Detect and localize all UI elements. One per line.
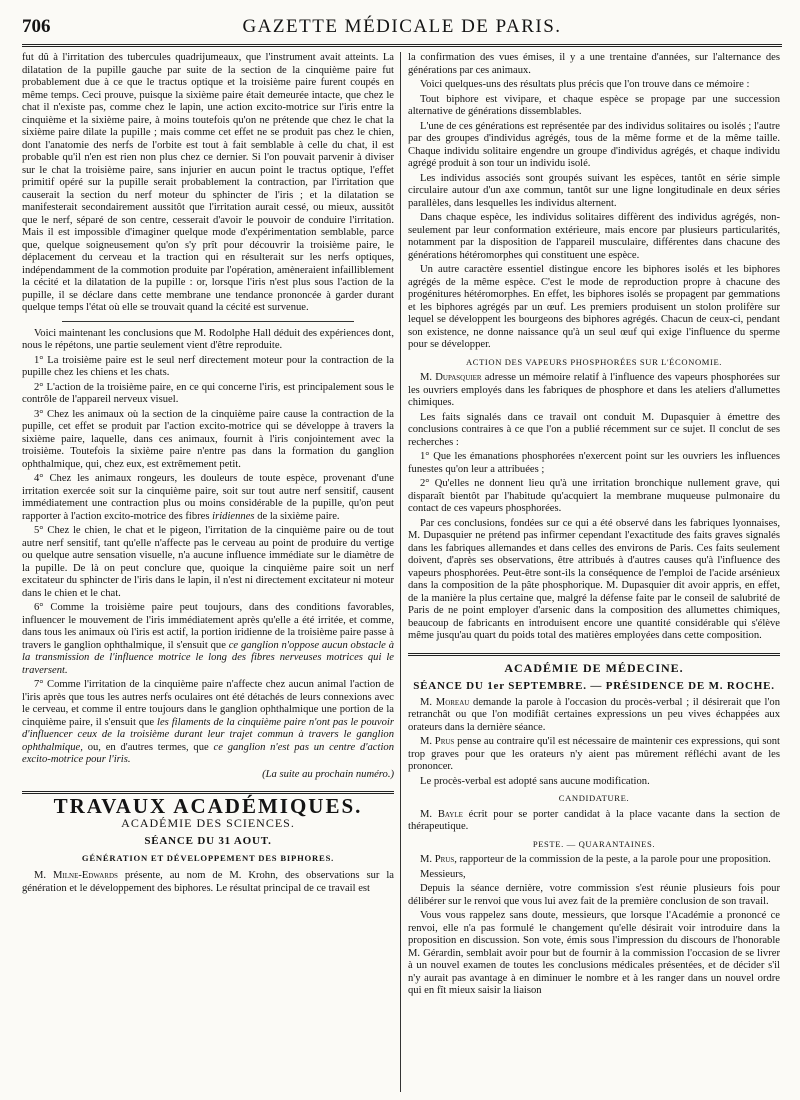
text-run: pense au contraire qu'il est nécessaire de maintenir ces expressions, qui sont trop graves pour que les orateurs n'y aient pas mûrement réfléchi avant de les prononcer. [408, 736, 780, 772]
person-name: M. Dupasquier [420, 372, 482, 383]
text-run: 7° Comme l'irritation de la cinquième paire n'affecte chez aucun animal l'action de l'iris après que tous les autres nerfs oculaires ont été détachés de leurs connexions avec le cerveau, et comme il entre toujours dans le ganglion ophthalmique une portion de la cinquième paire, il s'ensuit que [22, 679, 394, 728]
text-italic: ce ganglion n'est pas un centre d'action excito-motrice pour l'iris. [22, 741, 394, 765]
paragraph [22, 870, 394, 895]
separator [62, 321, 354, 322]
text-italic: ce ganglion n'oppose aucun obstacle à la transmission de l'influence motrice le long des fibres nerveuses motrices qui le traversent. [22, 639, 394, 676]
paragraph [408, 854, 780, 867]
topic-heading: ACTION DES VAPEURS PHOSPHORÉES SUR L'ÉCONOMIE. [465, 356, 723, 367]
continued-note: (La suite au prochain numéro.) [262, 768, 394, 780]
conclusion-item: 2° L'action de la troisième paire, en ce qui concerne l'iris, est principalement sous le contrôle de l'appareil nerveux visuel. [22, 381, 394, 405]
paragraph: Vous vous rappelez sans doute, messieurs, que lorsque l'Académie a prononcé ce renvoi, elle n'a pas formulé le changement qu'elle désirait voir introduire dans la proposition en discussion. Son vote, émis sous l'impression du discours de l'honorable M. Gérardin, semblait avoir pour but de fournir à la commission l'occasion de se livrer à un nouvel examen de toutes les conclusions médicales présentées, et de décider s'il n'y aurait pas avantage à en diminuer le nombre et à les ranger dans un nouvel ordre qui en fît mieux saisir la liaison [408, 910, 780, 996]
conclusion-item: 1° La troisième paire est le seul nerf directement moteur pour la contraction de la pupille chez les chiens et les chats. [22, 354, 394, 378]
text-run: 6° Comme la troisième paire peut toujours, dans des conditions favorables, influencer le mouvement de l'iris immédiatement après qu'elle a été irritée, et comme, dans tous les animaux où l'iris est actif, la portion iridienne de la troisième paire passe à travers le ganglion ophthalmique, il s'ensuit que [22, 602, 394, 651]
page-number: 706 [22, 16, 51, 37]
person-name: M. Prus [420, 736, 455, 747]
paragraph: Les individus associés sont groupés suivant les espèces, tantôt en série simple circulaire autour d'un axe commun, tantôt sur une ligne longitudinale en deux séries parallèles, dans lesquelles les individus alternent. [408, 172, 780, 209]
paragraph [408, 697, 780, 735]
section-title: TRAVAUX ACADÉMIQUES. [53, 794, 363, 818]
conclusion-item: 5° Chez le chien, le chat et le pigeon, l'irritation de la cinquième paire ou de tout autre nerf sensitif, tant qu'elle n'affecte pas le cerveau au point de produire du vertige ou quelque autre sensation visuelle, n'a aucune influence immédiate sur le diamètre de la pupille. De là on peut conclure que, quoique la cinquième paire soit un nerf excitateur du sphincter de l'iris dans le lapin, il n'est ni directement excitateur ni moteur dans le chien et le chat. [22, 525, 394, 599]
text-run: ou, en d'autres termes, que [87, 741, 209, 753]
conclusion-item [22, 473, 394, 523]
text-run: présente, au nom de M. Krohn, des observations sur la génération et le développement des biphores. Le résultat principal de ce travail est [22, 870, 394, 894]
text-italic: les filaments de la cinquième paire n'ont pas le pouvoir d'influencer ceux de la troisième durant leur trajet commun à travers le ganglion ophthalmique, [22, 716, 394, 753]
person-name: M. Moreau [420, 696, 470, 708]
academy-heading: ACADÉMIE DES SCIENCES. [121, 815, 295, 830]
running-title: GAZETTE MÉDICALE DE PARIS. [242, 16, 562, 37]
text-run: 4° Chez les animaux rongeurs, les douleurs de toute espèce, provenant d'une irritation exercée soit sur la cinquième paire, soit sur tout autre nerf sensitif, causent immédiatement une contraction plus ou moins considérable de la pupille, qu'on peut rapporter à l'action excito-motrice des fibres [22, 473, 394, 522]
paragraph [408, 372, 780, 410]
salutation: Messieurs, [420, 868, 466, 880]
person-name: M. Bayle [420, 808, 463, 820]
paragraph [408, 736, 780, 774]
paragraph: 1° Que les émanations phosphorées n'exercent point sur les ouvriers les influences funestes qu'on leur a attribuées ; [408, 451, 780, 475]
paragraph: Dans chaque espèce, les individus solitaires diffèrent des individus agrégés, non-seulement par leur conformation extérieure, mais encore par plusieurs particularités, notamment par la disposition de l'appareil musculaire, différentes dans chacune des générations hétéromorphes qui constituent une espèce. [408, 212, 780, 261]
paragraph: Depuis la séance dernière, votre commission s'est réunie plusieurs fois pour délibérer sur le renvoi que vous lui avez fait de la première conclusion de son travail. [408, 883, 780, 907]
text-run: de la sixième paire. [257, 510, 340, 522]
paragraph: Par ces conclusions, fondées sur ce qui a été observé dans les fabriques lyonnaises, M. Dupasquier ne prétend pas infirmer cependant l'exactitude des faits graves signalés dans les fabriques allemandes et dans celles des environs de Paris. Ces faits seulement doivent, d'après ses observations, être attribués à d'autres causes qu'à l'influence des vapeurs phosphorées. Peut-être sont-ils la conséquence de l'emploi de l'acide arsénieux dans la composition de la pâte phosphorique. M. Dupasquier dit avoir appris, en effet, de la manière la plus certaine que, malgré la défense faite par le conseil de salubrité de Paris de ne point employer d'arsenic dans la composition des allumettes chimiques, beaucoup de fabricants en introduisent encore une quantité considérable qui s'élève même jusqu'au quart du poids total des matières employées dans cette composition. [408, 517, 780, 641]
topic-heading: PESTE. — QUARANTAINES. [532, 838, 656, 849]
paragraph: Voici maintenant les conclusions que M. Rodolphe Hall déduit des expériences dont, nous le répétons, une partie seulement vient d'être reproduite. [22, 327, 394, 351]
section-rule [408, 653, 780, 656]
paragraph: Voici quelques-uns des résultats plus précis que l'on trouve dans ce mémoire : [420, 79, 750, 90]
paragraph: la confirmation des vues émises, il y a une trentaine d'années, sur l'alternance des générations par ces animaux. [408, 52, 780, 76]
column-divider [400, 52, 401, 1092]
paragraph: Un autre caractère essentiel distingue encore les biphores isolés et les biphores agrégés de la même espèce. C'est le mode de reproduction propre à chacune des progénitures hétéromorphes. En effet, les biphores isolés se propagent par gemmations et les biphores agrégés par un œuf. Les premiers produisent un stolon prolifère sur lequel se développent les bourgeons des biphores agrégés. Chacun de ceux-ci, pendant son existence, ne donne naissance qu'à un seul œuf qui exige l'influence du sperme pour se développer. [408, 264, 780, 350]
person-name: M. Prus [420, 854, 455, 865]
conclusion-item [22, 679, 394, 767]
paragraph: fut dû à l'irritation des tubercules quadrijumeaux, que l'instrument avait atteints. La dilatation de la pupille gauche par suite de la section de la cinquième paire fut probablement due à ce que le tractus optique et la troisième paire furent coupés en même temps. Ceci prouve, puisque la sixième paire était demeurée intacte, que chez le chat il n'existe pas, comme chez le lapin, une action excito-motrice sur l'iris entre la cinquième et la sixième paire, à moins toutefois qu'on ne prétende que chez le chat la sixième paire dilate la pupille ; mais comme cet effet ne se produit pas chez le chien, dont l'anatomie des nerfs de l'orbite est tout à fait semblable à celle du chat, il est probable qu'il n'en est rien non plus chez ce dernier. Si l'on pouvait parvenir à diviser sur le chat la troisième paire, sans injurier en aucun point le tractus optique, l'effet primitif opéré sur la pupille serait probablement la contraction, par l'irritation que causerait la section du nerf moteur du sphincter de l'iris ; et la dilatation se manifesterait secondairement aussitôt que l'irritation aurait cessé, ou mieux, aussitôt que le nerf, séparé de son centre, cesserait d'avoir le pouvoir de conduire l'irritation. Mais il est impossible d'imaginer quelque mode d'expérimentation semblable, parce que, quelque soigneusement qu'on s'y prît pour découvrir la troisième paire, le déplacement du cerveau et la traction qui en résulterait sur les nerfs optiques, indépendamment de la commotion produite par l'opération, amèneraient infailliblement la cécité et la dilatation de la pupille : or, lorsque l'iris n'est plus sous l'action de la pupille, il se déclare dans cette membrane une tendance prononcée à garder durant quelque temps l'état où elle se trouvait quand la cécité est survenue. [22, 52, 394, 313]
person-name: M. Milne-Edwards [34, 870, 118, 881]
paragraph: Tout biphore est vivipare, et chaque espèce se propage par une succession alternative de générations dissemblables. [408, 93, 780, 117]
paragraph: Le procès-verbal est adopté sans aucune modification. [420, 775, 650, 787]
text-italic: iridiennes [212, 510, 255, 522]
text-run: adresse un mémoire relatif à l'influence des vapeurs phosphorées sur les ouvriers employés dans les fabriques de phosphore et dans les ateliers d'allumettes chimiques. [408, 372, 780, 408]
academy-heading: ACADÉMIE DE MÉDECINE. [504, 660, 684, 675]
conclusion-item [22, 602, 394, 677]
topic-heading: GÉNÉRATION ET DÉVELOPPEMENT DES BIPHORES. [81, 852, 335, 863]
conclusion-item: 3° Chez les animaux où la section de la cinquième paire cause la contraction de la pupille, cet effet se produit par l'action excito-motrice qui se développe à travers la sixième paire, laquelle, dans ces animaux, fournit à l'iris conjointement avec la troisième. Toutefois la sixième paire n'entre pas dans la formation du ganglion ophthalmique, qui, chez eux, est extrêmement petit. [22, 408, 394, 470]
right-column [408, 52, 780, 1092]
paragraph: 2° Qu'elles ne donnent lieu qu'à une irritation bronchique nullement grave, qui disparaît bientôt par l'habitude qu'acquiert la membrane muqueuse pulmonaire du contact de ces vapeurs phosphorées. [408, 478, 780, 514]
topic-heading: CANDIDATURE. [558, 793, 630, 803]
paragraph: Les faits signalés dans ce travail ont conduit M. Dupasquier à émettre des conclusions contraires à ce que l'on a publié récemment sur ce sujet. Il conclut de ses recherches : [408, 411, 780, 448]
page-header [22, 14, 782, 47]
paragraph [408, 809, 780, 834]
text-run: écrit pour se porter candidat à la place vacante dans la section de thérapeutique. [408, 808, 780, 832]
session-heading: SÉANCE DU 1er SEPTEMBRE. — PRÉSIDENCE DE M. ROCHE. [413, 680, 775, 692]
left-column [22, 52, 394, 1092]
session-heading: SÉANCE DU 31 AOUT. [144, 835, 272, 847]
paragraph: L'une de ces générations est représentée par des individus solitaires ou isolés ; l'autre par des groupes d'individus agrégés, tous de la même forme et de la même taille. Chaque individu solitaire engendre un groupe d'individus agrégés, et chaque individu agrégé produit à son tour un individu isolé. [408, 120, 780, 169]
text-run: demande la parole à l'occasion du procès-verbal ; il désirerait que l'on retranchât ou que l'on modifiât certaines expressions un peu vives échappées aux orateurs dans la dernière séance. [408, 696, 780, 733]
text-run: , rapporteur de la commission de la peste, a la parole pour une proposition. [454, 854, 771, 865]
